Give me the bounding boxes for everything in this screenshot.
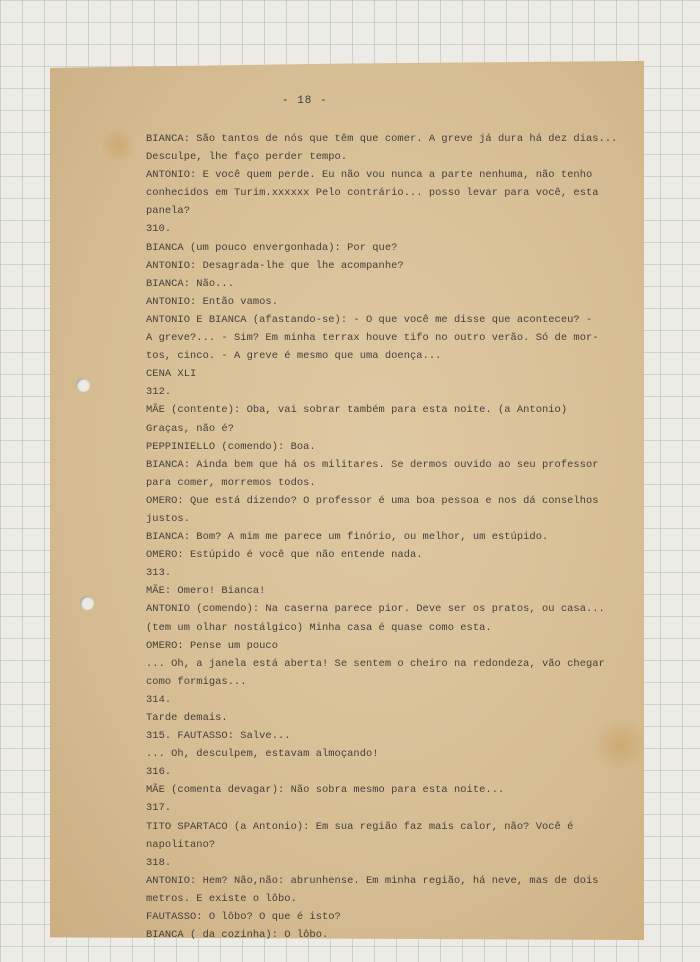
script-line: CENA XLI: [146, 368, 197, 381]
script-line: justos.: [146, 512, 190, 525]
script-line: MÃE (contente): Oba, vai sobrar também para esta noite. (a Antonio): [146, 404, 568, 417]
script-line: ANTONIO: Então vamos.: [146, 295, 278, 308]
script-line: ANTONIO (comendo): Na caserna parece pior. Deve ser os pratos, ou casa...: [146, 603, 605, 616]
script-line: ANTONIO: E você quem perde. Eu não vou nunca a parte nenhuma, não tenho: [146, 169, 593, 182]
script-line: A greve?... - Sim? Em minha terrax houve tifo no outro verão. Só de mor-: [146, 332, 599, 345]
script-line: BIANCA (um pouco envergonhada): Por que?: [146, 241, 398, 254]
script-line: como formigas...: [146, 675, 247, 688]
script-line: conhecidos em Turim.xxxxxx Pelo contrário... posso levar para você, esta: [146, 187, 599, 200]
script-line: 314.: [146, 693, 172, 706]
script-line: (tem um olhar nostálgico) Minha casa é quase como esta.: [146, 621, 492, 634]
script-line: BIANCA: Não...: [146, 277, 234, 290]
page-number: - 18 -: [282, 95, 328, 107]
script-line: ... Oh, desculpem, estavam almoçando!: [146, 748, 379, 761]
script-line: napolitano?: [146, 838, 216, 851]
script-line: OMERO: Que está dizendo? O professor é uma boa pessoa e nos dá conselhos: [146, 494, 599, 507]
script-line: ANTONIO: Hem? Não,não: abrunhense. Em minha região, há neve, mas de dois: [146, 874, 599, 887]
script-line: OMERO: Estúpido é você que não entende nada.: [146, 549, 423, 562]
punch-hole-bottom: [80, 596, 94, 610]
script-line: ANTONIO E BIANCA (afastando-se): - O que você me disse que aconteceu? -: [146, 313, 593, 326]
script-line: 316.: [146, 766, 172, 779]
script-line: MÃE: Omero! Bianca!: [146, 585, 266, 598]
script-line: BIANCA ( da cozinha): O lôbo.: [146, 929, 329, 942]
script-line: OMERO: Pense um pouco: [146, 639, 278, 652]
script-line: 317.: [146, 802, 172, 815]
script-line: 315. FAUTASSO: Salve...: [146, 730, 291, 743]
script-line: Graças, não é?: [146, 422, 234, 435]
script-line: BIANCA: São tantos de nós que têm que comer. A greve já dura há dez dias...: [146, 133, 618, 145]
punch-hole-top: [76, 378, 90, 392]
script-line: ANTONIO: Desagrada-lhe que lhe acompanhe?: [146, 259, 404, 272]
script-line: MÃE (comenta devagar): Não sobra mesmo para esta noite...: [146, 784, 505, 797]
script-line: BIANCA: Bom? A mim me parece um finório, ou melhor, um estúpido.: [146, 531, 549, 544]
script-line: Desculpe, lhe faço perder tempo.: [146, 151, 348, 164]
script-line: metros. E existe o lôbo.: [146, 892, 297, 905]
script-line: TITO SPARTACO (a Antonio): Em sua região faz mais calor, não? Você é: [146, 820, 574, 833]
script-line: 318.: [146, 856, 172, 869]
script-line: panela?: [146, 205, 190, 218]
script-line: 312.: [146, 386, 172, 399]
script-line: Tarde demais.: [146, 712, 228, 724]
script-line: tos, cinco. - A greve é mesmo que uma doença...: [146, 350, 442, 363]
script-line: PEPPINIELLO (comendo): Boa.: [146, 440, 316, 453]
script-line: 310.: [146, 223, 172, 236]
script-line: 313.: [146, 567, 172, 580]
script-line: BIANCA: Ainda bem que há os militares. Se dermos ouvido ao seu professor: [146, 458, 599, 471]
script-line: para comer, morremos todos.: [146, 476, 316, 489]
paper-stain: [98, 130, 138, 160]
typewritten-script: [146, 130, 636, 944]
script-line: FAUTASSO: O lôbo? O que é isto?: [146, 911, 341, 924]
script-line: ... Oh, a janela está aberta! Se sentem o cheiro na redondeza, vão chegar: [146, 657, 605, 670]
